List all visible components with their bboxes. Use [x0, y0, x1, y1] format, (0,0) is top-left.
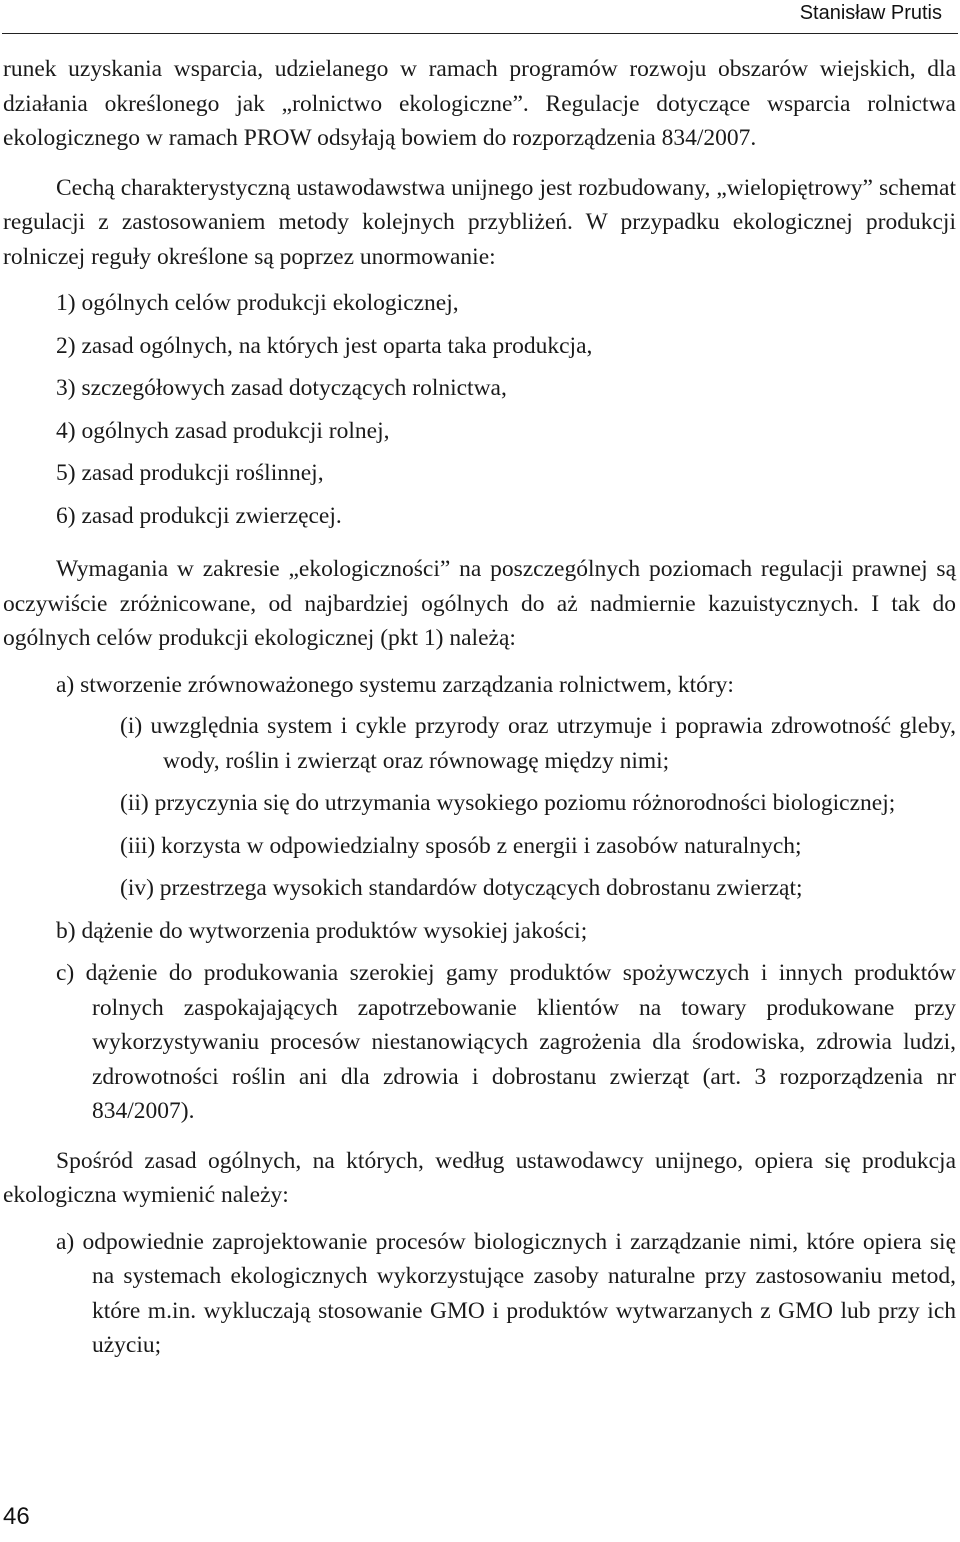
- list-item: 6) zasad produkcji zwierzęcej.: [56, 502, 342, 529]
- sublist-item: (iv) przestrzega wysokich standardów dotyczących dobrostanu zwierząt;: [120, 875, 803, 901]
- page-number: 46: [3, 1503, 30, 1530]
- header-rule: [2, 33, 958, 34]
- principles-list: [3, 1225, 956, 1363]
- page-body: [3, 52, 956, 1363]
- list-item-objective-b: b) dążenie do wytworzenia produktów wysokiej jakości;: [56, 917, 588, 944]
- list-item-principle-a: a) odpowiednie zaprojektowanie procesów biologicznych i zarządzanie nimi, które opiera się na systemach ekologicznych wykorzystujące zasoby naturalne przy zastosowaniu metod, które m.in. wykluczają stosowanie GMO i produktów wytwarzanych z GMO lub przy ich użyciu;: [56, 1228, 956, 1358]
- running-head-author: Stanisław Prutis: [799, 2, 942, 24]
- sublist-item: (i) uwzględnia system i cykle przyrody oraz utrzymuje i poprawia zdrowotność gleby, wody, roślin i zwierząt oraz równowagę między nimi;: [120, 713, 956, 774]
- list-item: 2) zasad ogólnych, na których jest oparta taka produkcja,: [56, 332, 593, 359]
- list-item: 3) szczegółowych zasad dotyczących rolnictwa,: [56, 375, 507, 401]
- regulation-levels-list: [3, 282, 956, 537]
- paragraph-principles-intro: Spośród zasad ogólnych, na których, według ustawodawcy unijnego, opiera się produkcja ekologiczna wymienić należy:: [3, 1147, 956, 1208]
- list-item: 4) ogólnych zasad produkcji rolnej,: [56, 417, 390, 444]
- list-item: 5) zasad produkcji roślinnej,: [56, 460, 324, 486]
- objective-a-sublist: [92, 709, 956, 906]
- list-item-objective-c: c) dążenie do produkowania szerokiej gamy produktów spożywczych i innych produktów rolnych zaspokajających zapotrzebowanie klientów na towary produkowane przy wykorzystywaniu procesów niestanowiących zagrożenia dla środowiska, zdrowia ludzi, zdrowotności roślin ani dla zdrowia i dobrostanu zwierząt (art. 3 rozporządzenia nr 834/2007).: [56, 960, 956, 1124]
- list-item-objective-a: [56, 668, 956, 906]
- objective-a-text: a) stworzenie zrównoważonego systemu zarządzania rolnictwem, który:: [56, 671, 734, 698]
- objectives-list: [3, 668, 956, 1129]
- sublist-item: (iii) korzysta w odpowiedzialny sposób z energii i zasobów naturalnych;: [120, 832, 802, 859]
- paragraph-continuation: runek uzyskania wsparcia, udzielanego w ramach programów rozwoju obszarów wiejskich, dla działania określonego jak „rolnictwo ekologiczne”. Regulacje dotyczące wsparcia rolnictwa ekologicznego w ramach PROW odsyłają bowiem do rozporządzenia 834/2007.: [3, 56, 956, 151]
- paragraph-regulation-scheme: Cechą charakterystyczną ustawodawstwa unijnego jest rozbudowany, „wielopiętrowy” schemat regulacji z zastosowaniem metody kolejnych przybliżeń. W przypadku ekologicznej produkcji rolniczej reguły określone są poprzez unormowanie:: [3, 174, 956, 270]
- list-item: 1) ogólnych celów produkcji ekologicznej,: [56, 290, 459, 316]
- paragraph-requirements: Wymagania w zakresie „ekologiczności” na poszczególnych poziomach regulacji prawnej są oczywiście zróżnicowane, od najbardziej ogólnych do aż nadmiernie kazuistycznych. I tak do ogólnych celów produkcji ekologicznej (pkt 1) należą:: [3, 556, 956, 651]
- sublist-item: (ii) przyczynia się do utrzymania wysokiego poziomu różnorodności biologicznej;: [120, 790, 896, 816]
